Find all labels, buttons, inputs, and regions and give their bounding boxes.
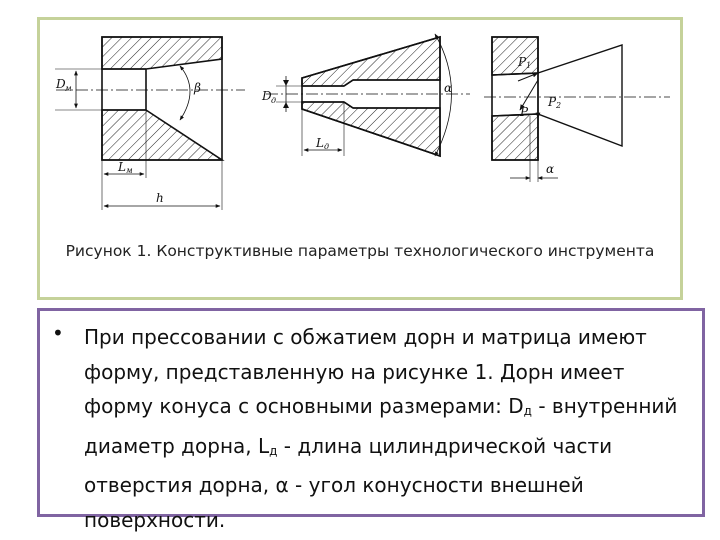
body-text-box <box>37 308 705 532</box>
force-p1-subscript: 1 <box>526 61 532 70</box>
h-label: h <box>156 191 164 205</box>
force-p-label: P <box>520 105 529 119</box>
alpha-2-label: α <box>546 162 555 176</box>
l-m-subscript: м <box>126 166 133 175</box>
assembly-lower-section <box>492 114 538 160</box>
assembly-upper-section <box>492 37 538 75</box>
beta-arc <box>180 66 190 120</box>
figure-frame <box>37 17 683 300</box>
beta-label: β <box>194 81 201 95</box>
l-m-label: L <box>118 160 126 174</box>
l-d-subscript: д <box>324 142 330 151</box>
alpha-label: α <box>444 81 453 95</box>
d-d-subscript-text: д <box>523 404 532 418</box>
l-d-subscript-text: д <box>269 443 278 458</box>
force-p1-label: P <box>518 55 527 69</box>
die-upper-section <box>102 37 222 69</box>
d-m-subscript: м <box>65 84 72 93</box>
die-drawing <box>102 37 222 160</box>
mandrel-upper-section <box>302 37 440 86</box>
l-d-label: L <box>316 136 324 150</box>
d-d-subscript: д <box>271 96 277 105</box>
assembly-drawing <box>492 37 622 160</box>
force-p2-subscript: 2 <box>556 101 562 110</box>
bullet-paragraph <box>84 320 692 537</box>
figure-caption: Рисунок 1. Конструктивные параметры технологического инструмента <box>65 242 655 260</box>
die-lower-section <box>102 110 222 160</box>
bullet-icon: • <box>52 321 64 345</box>
tool-drawing <box>40 20 680 235</box>
bullet-item <box>52 320 692 537</box>
paragraph-part-3: - длина цилиндрической части отверстия дорна, α - угол конусности внешней поверхности. <box>84 433 613 532</box>
paragraph-part-2: - внутренний диаметр дорна, L <box>84 394 678 458</box>
paragraph-part-1: При прессовании с обжатием дорн и матрица имеют форму, представленную на рисунке 1. Дорн имеет форму конуса с основными размерами: D <box>84 325 647 418</box>
d-m-label: D <box>56 77 66 91</box>
force-p2-label: P <box>548 95 557 109</box>
d-d-label: D <box>262 89 272 103</box>
